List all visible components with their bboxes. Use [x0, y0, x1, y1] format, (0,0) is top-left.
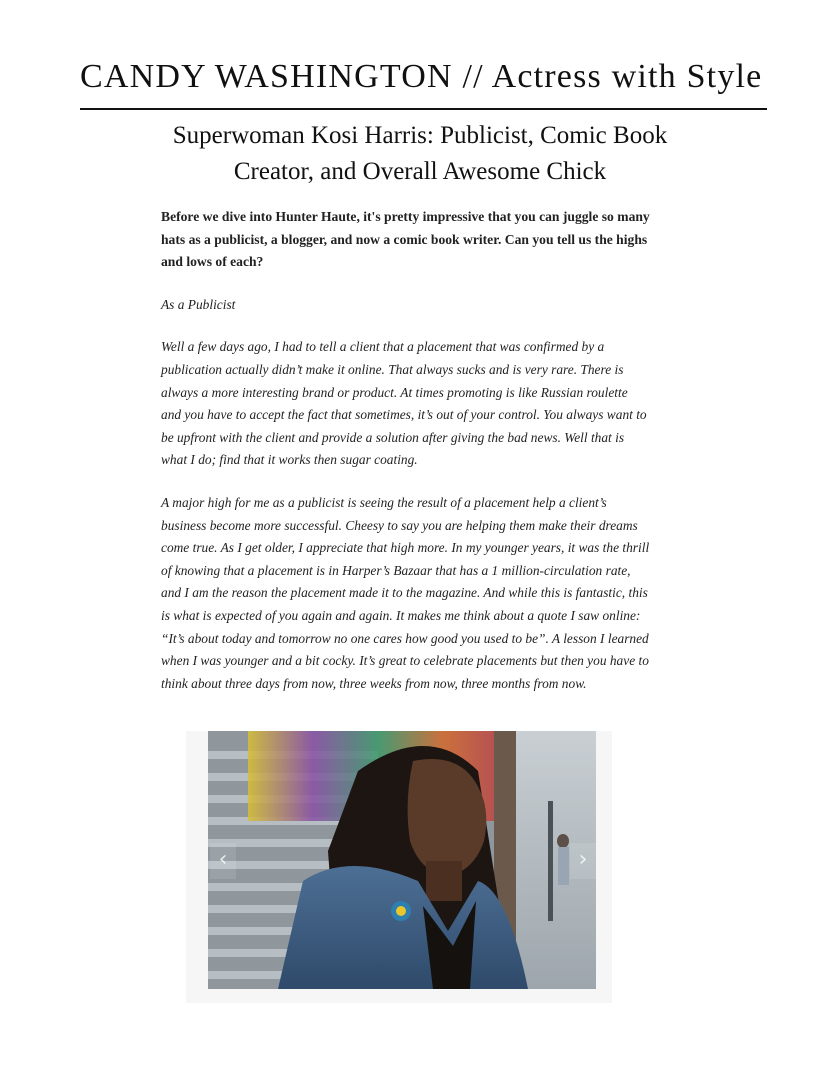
- section-heading: As a Publicist: [161, 296, 236, 312]
- title-divider: [80, 108, 767, 110]
- slideshow-next-button[interactable]: ›: [570, 843, 596, 879]
- interview-question: Before we dive into Hunter Haute, it's pretty impressive that you can juggle so many hats as a publicist, a blogger, and now a comic book writer. Can you tell us the highs and lows of each?: [161, 209, 650, 270]
- slideshow-previous-button[interactable]: ‹: [210, 843, 236, 879]
- answer-paragraph: Well a few days ago, I had to tell a client that a placement that was confirmed by a publication actually didn’t make it online. That always sucks and is very rare. There is always a more interesting brand or product. At times promoting is like Russian roulette and you have to accept the fact that sometimes, it’s out of your control. You always want to be upfront with the client and provide a solution after giving the bad news. Well that is what I do; find that it works then sugar coating.: [161, 339, 647, 468]
- image-slideshow: [186, 731, 612, 1003]
- slide-photo: [208, 731, 596, 989]
- answer-paragraph: A major high for me as a publicist is seeing the result of a placement help a client’s business become more successful. Cheesy to say you are helping them make their dreams come true. As I get older, I appreciate that high more. In my younger years, it was the thrill of knowing that a placement is in Harper’s Bazaar that has a 1 million-circulation rate, and I am the reason the placement made it to the magazine. And while this is fantastic, this is what is expected of you again and again. It makes me think about a quote I saw online: “It’s about today and tomorrow no one cares how good you used to be”. A lesson I learned when I was younger and a bit cocky. It’s great to celebrate placements but then you have to think about three days from now, three weeks from now, three months from now.: [161, 494, 650, 691]
- site-title[interactable]: CANDY WASHINGTON // Actress with Style: [80, 58, 763, 95]
- article-body: [161, 206, 651, 715]
- woman-portrait-image: [208, 731, 596, 989]
- post-title: Superwoman Kosi Harris: Publicist, Comic Book Creator, and Overall Awesome Chick: [172, 122, 668, 185]
